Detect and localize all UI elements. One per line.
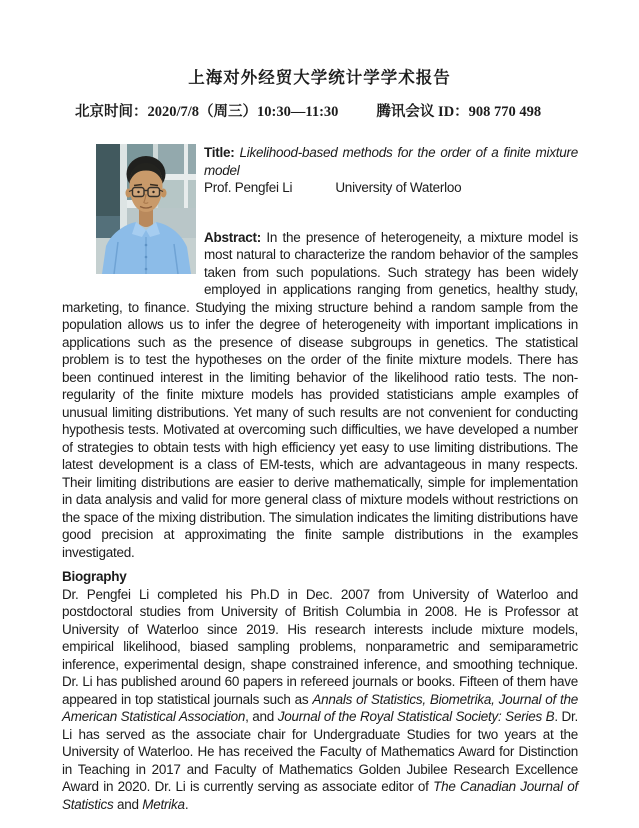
text-segment: . xyxy=(184,796,189,812)
text-segment: . Dr. Li has served as the associate chair for Undergraduate Studies for two years at the University of Waterloo. He has received the Faculty of Mathematics Award for Distinction in Teaching in 2017 and Faculty of Mathematics Golden Jubilee Research Excellence Award in 2020. Dr. Li is currently serving as associate editor of xyxy=(62,709,579,794)
text-segment: The Canadian Journal of Statistics xyxy=(62,779,578,812)
speaker-affiliation: University of Waterloo xyxy=(335,180,462,195)
speaker-name: Prof. Pengfei Li xyxy=(204,180,293,195)
page-title: 上海对外经贸大学统计学学术报告 xyxy=(188,68,451,87)
abstract-paragraph xyxy=(62,229,578,562)
beijing-time-label: 北京时间：2020/7/8（周三）10:30—11:30 xyxy=(75,104,339,120)
text-segment: Journal of the Royal Statistical Society: Series B xyxy=(277,709,555,724)
schedule-line xyxy=(75,102,639,122)
speaker-portrait-illustration xyxy=(96,144,196,274)
text-segment: Annals of Statistics, Biometrika, Journal of the American Statistical Association xyxy=(62,691,578,724)
biography-paragraph xyxy=(62,586,578,814)
text-segment: , and xyxy=(245,709,278,724)
text-segment: Metrika xyxy=(142,796,185,812)
tencent-meeting-id: 腾讯会议 ID：908 770 498 xyxy=(376,104,542,120)
talk-title: Likelihood-based methods for the order of a finite mixture model xyxy=(204,145,578,178)
abstract-label: Abstract: xyxy=(204,229,262,245)
text-segment: and xyxy=(113,796,143,812)
talk-title-label: Title: xyxy=(204,145,235,160)
text-segment: Dr. Pengfei Li completed his Ph.D in Dec. 2007 from University of Waterloo and postdoctoral studies from University of British Columbia in 2008. He is Professor at University of Waterloo since 2019. His research interests include mixture models, empirical likelihood, biased sampling problems, nonparametric and semiparametric inference, experimental design, shape constrained inference, and smoothing technique. Dr. Li has published around 60 papers in refereed journals or books. Fifteen of them have appeared in top statistical journals such as xyxy=(62,586,578,707)
abstract-text: In the presence of heterogeneity, a mixture model is most natural to characterize the random behavior of the samples taken from such populations. Such strategy has been widely employed in applications ranging from genetics, healthy study, marketing, to finance. Studying the mixing structure behind a random sample from the population allows us to infer the degree of heterogeneity with important implications in applications such as the presence of disease subgroups in genetics. The statistical problem is to test the hypotheses on the order of the finite mixture models. There has been continued interest in the limiting behavior of the likelihood ratio tests. The non-regularity of the finite mixture models has provided statisticians ample examples of unusual limiting distributions. Yet many of such results are not convenient for conducting hypothesis tests. Motivated at overcoming such difficulties, we have developed a number of strategies to obtain tests with high efficiency yet easy to use limiting distributions. The latest development is a class of EM-tests, which are advantageous in many respects. Their limiting distributions are easier to derive mathematically, simple for implementation in data analysis and valid for more general class of mixture models without restrictions on the space of the mixing distribution. The simulation indicates the limiting distributions have good precision at approximating the finite sample distributions in the examples investigated. xyxy=(62,229,578,560)
biography-heading: Biography xyxy=(62,569,127,584)
announcement-body xyxy=(62,144,578,813)
speaker-photo xyxy=(96,144,196,274)
